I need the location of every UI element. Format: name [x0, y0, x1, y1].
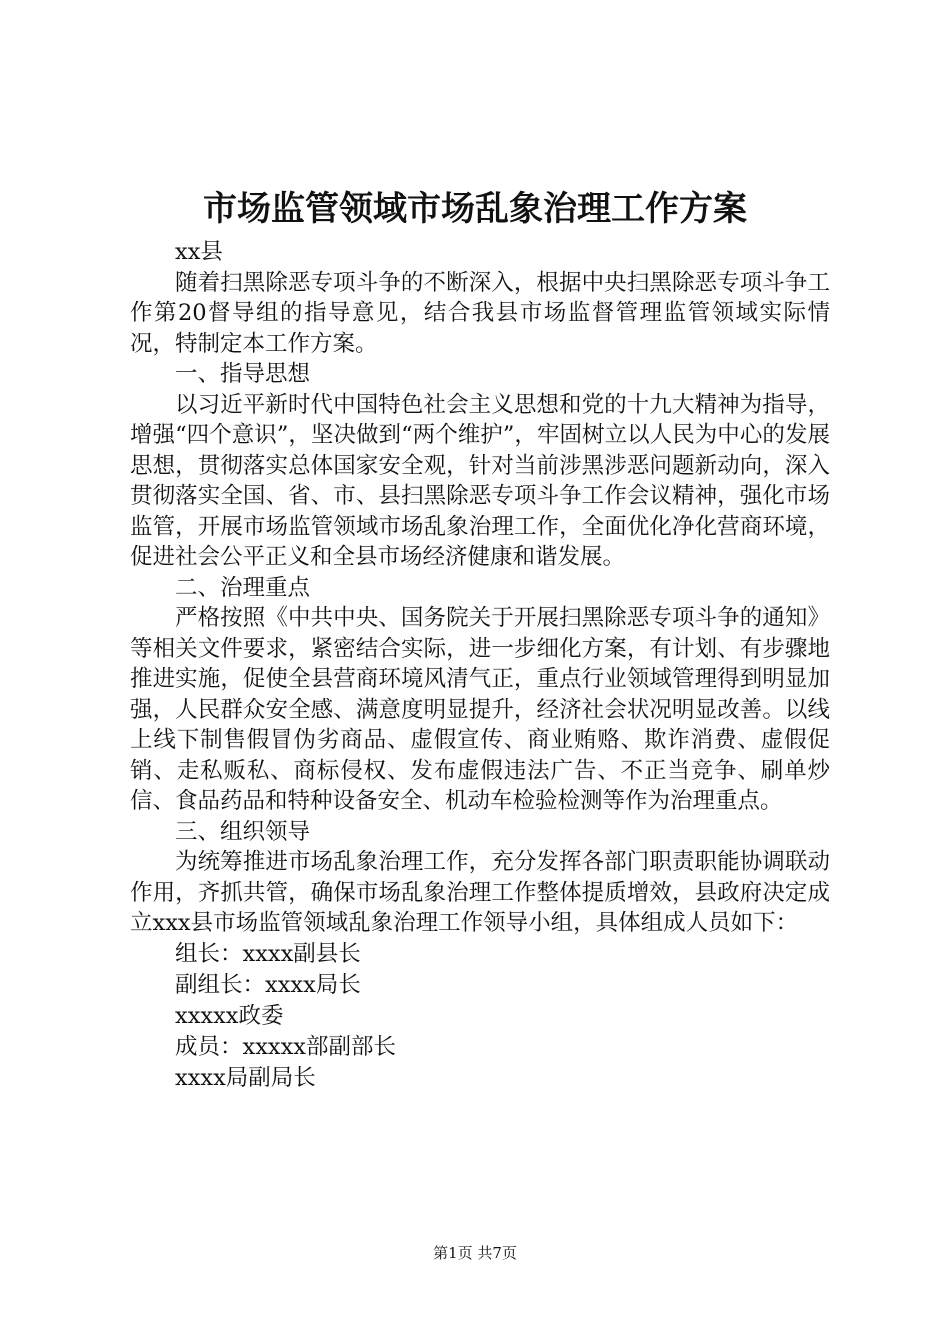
member-deputy-leader: 副组长：xxxx局长: [175, 971, 361, 998]
page-number-footer: 第1页 共7页: [433, 1244, 517, 1262]
county-name: xx县: [175, 239, 223, 265]
guiding-ideology-paragraph: 以习近平新时代中国特色社会主义思想和党的十九大精神为指导，增强“四个意识”，坚决做到“两个维护”，牢固树立以人民为中心的发展思想，贯彻落实总体国家安全观，针对当前涉黑涉恶问题新动向，深入贯彻落实全国、省、市、县扫黑除恶专项斗争工作会议精神，强化市场监管，开展市场监管领域市场乱象治理工作，全面优化净化营商环境，促进社会公平正义和全县市场经济健康和谐发展。: [130, 391, 830, 570]
key-areas-paragraph: 严格按照《中共中央、国务院关于开展扫黑除恶专项斗争的通知》等相关文件要求，紧密结合实际，进一步细化方案，有计划、有步骤地推进实施，促使全县营商环境风清气正，重点行业领域管理得到明显加强，人民群众安全感、满意度明显提升，经济社会状况明显改善。以线上线下制售假冒伪劣商品、虚假宣传、商业贿赂、欺诈消费、虚假促销、走私贩私、商标侵权、发布虚假违法广告、不正当竞争、刷单炒信、食品药品和特种设备安全、机动车检验检测等作为治理重点。: [130, 605, 830, 814]
section-heading-leadership: 三、组织领导: [175, 818, 311, 845]
document-body: [130, 237, 830, 1094]
section-heading-key-areas: 二、治理重点: [175, 574, 311, 601]
member-deputy-director: xxxx局副局长: [175, 1064, 316, 1091]
member-commissar: xxxxx政委: [175, 1002, 284, 1029]
intro-paragraph: 随着扫黑除恶专项斗争的不断深入，根据中央扫黑除恶专项斗争工作第20督导组的指导意见，结合我县市场监督管理监管领域实际情况，特制定本工作方案。: [130, 269, 830, 357]
member-leader: 组长：xxxx副县长: [175, 940, 361, 967]
section-heading-guiding-ideology: 一、指导思想: [175, 361, 311, 387]
document-title: 市场监管领域市场乱象治理工作方案: [203, 189, 747, 229]
member-members: 成员：xxxxx部副部长: [175, 1033, 396, 1060]
leadership-paragraph: 为统筹推进市场乱象治理工作，充分发挥各部门职责职能协调联动作用，齐抓共管，确保市场乱象治理工作整体提质增效，县政府决定成立xxx县市场监管领域乱象治理工作领导小组，具体组成人员如下：: [130, 849, 830, 936]
